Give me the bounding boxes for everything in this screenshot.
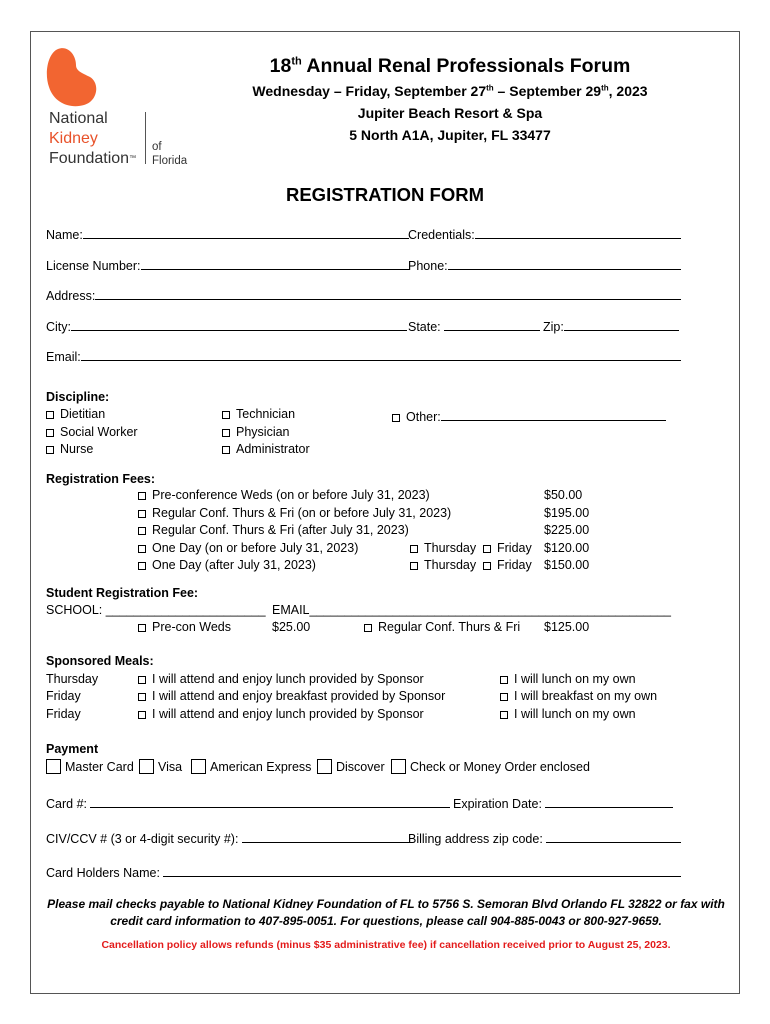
- checkbox[interactable]: [138, 510, 146, 518]
- checkbox[interactable]: [46, 411, 54, 419]
- one-day-late-friday[interactable]: Friday: [483, 558, 532, 572]
- fee-option-preconference[interactable]: Pre-conference Weds (on or before July 31, 2023): [138, 488, 430, 502]
- event-dates: Wednesday – Friday, September 27th – September 29th, 2023: [252, 83, 648, 99]
- city-field[interactable]: City:: [46, 317, 407, 334]
- fee-option-one-day-early[interactable]: One Day (on or before July 31, 2023): [138, 541, 358, 555]
- nkf-logo-wordmark: [49, 109, 136, 169]
- payment-discover[interactable]: Discover: [317, 759, 385, 774]
- cancellation-policy: Cancellation policy allows refunds (minus $35 administrative fee) if cancellation received prior to August 25, 2023.: [101, 939, 671, 951]
- logo-line-kidney: Kidney: [49, 130, 98, 147]
- name-field[interactable]: Name:: [46, 225, 409, 242]
- credentials-field[interactable]: Credentials:: [408, 225, 681, 242]
- meal-sponsor-option[interactable]: I will attend and enjoy lunch provided by Sponsor: [138, 672, 424, 686]
- phone-field[interactable]: Phone:: [408, 256, 681, 273]
- student-precon-option[interactable]: Pre-con Weds: [138, 620, 231, 634]
- checkbox[interactable]: [138, 492, 146, 500]
- logo-divider: [145, 112, 146, 164]
- event-venue: Jupiter Beach Resort & Spa: [357, 105, 543, 121]
- event-address: 5 North A1A, Jupiter, FL 33477: [349, 127, 551, 143]
- payment-heading: Payment: [46, 742, 99, 756]
- fee-price: $50.00: [544, 488, 583, 502]
- checkbox[interactable]: [222, 446, 230, 454]
- checkbox[interactable]: [139, 759, 154, 774]
- discipline-other[interactable]: Other:: [392, 407, 666, 424]
- fee-price: $225.00: [544, 523, 590, 537]
- discipline-heading: Discipline:: [46, 390, 110, 404]
- checkbox[interactable]: [138, 562, 146, 570]
- card-holder-name-field[interactable]: Card Holders Name:: [46, 863, 681, 880]
- checkbox[interactable]: [138, 527, 146, 535]
- checkbox[interactable]: [138, 711, 146, 719]
- checkbox[interactable]: [392, 414, 400, 422]
- address-field[interactable]: Address:: [46, 286, 681, 303]
- checkbox[interactable]: [138, 676, 146, 684]
- checkbox[interactable]: [222, 411, 230, 419]
- one-day-late-thursday[interactable]: Thursday: [410, 558, 476, 572]
- payment-mastercard[interactable]: Master Card: [46, 759, 134, 774]
- student-regular-option[interactable]: Regular Conf. Thurs & Fri: [364, 620, 520, 634]
- discipline-nurse[interactable]: Nurse: [46, 442, 93, 456]
- billing-zip-field[interactable]: Billing address zip code:: [408, 829, 681, 846]
- fee-price: $195.00: [544, 506, 590, 520]
- student-fee-heading: Student Registration Fee:: [46, 586, 199, 600]
- meal-day-label: Friday: [46, 707, 81, 721]
- meal-sponsor-option[interactable]: I will attend and enjoy breakfast provided by Sponsor: [138, 689, 445, 703]
- logo-florida: Florida: [152, 155, 188, 167]
- fee-option-one-day-late[interactable]: One Day (after July 31, 2023): [138, 558, 316, 572]
- payment-visa[interactable]: Visa: [139, 759, 182, 774]
- checkbox[interactable]: [500, 693, 508, 701]
- sponsored-meals-heading: Sponsored Meals:: [46, 654, 154, 668]
- meal-sponsor-option[interactable]: I will attend and enjoy lunch provided by Sponsor: [138, 707, 424, 721]
- logo-of-florida: [152, 140, 187, 168]
- fee-price: $150.00: [544, 558, 590, 572]
- form-title: REGISTRATION FORM: [285, 184, 484, 205]
- checkbox[interactable]: [364, 624, 372, 632]
- checkbox[interactable]: [410, 562, 418, 570]
- checkbox[interactable]: [138, 693, 146, 701]
- checkbox[interactable]: [138, 545, 146, 553]
- logo-of: of: [152, 141, 162, 153]
- checkbox[interactable]: [46, 429, 54, 437]
- discipline-technician[interactable]: Technician: [222, 407, 295, 421]
- meal-day-label: Thursday: [46, 672, 99, 686]
- discipline-physician[interactable]: Physician: [222, 425, 290, 439]
- checkbox[interactable]: [483, 562, 491, 570]
- state-field[interactable]: State:: [408, 317, 540, 334]
- student-precon-price: $25.00: [272, 620, 311, 634]
- meal-own-option[interactable]: I will lunch on my own: [500, 672, 636, 686]
- student-regular-price: $125.00: [544, 620, 590, 634]
- discipline-social-worker[interactable]: Social Worker: [46, 425, 138, 439]
- logo-tm: ™: [129, 155, 137, 162]
- checkbox[interactable]: [410, 545, 418, 553]
- fee-price: $120.00: [544, 541, 590, 555]
- checkbox[interactable]: [46, 446, 54, 454]
- checkbox[interactable]: [500, 711, 508, 719]
- one-day-early-friday[interactable]: Friday: [483, 541, 532, 555]
- checkbox[interactable]: [46, 759, 61, 774]
- meal-day-label: Friday: [46, 689, 81, 703]
- card-number-field[interactable]: Card #:: [46, 794, 450, 811]
- checkbox[interactable]: [391, 759, 406, 774]
- mail-instructions: Please mail checks payable to National Kidney Foundation of FL to 5756 S. Semoran Blvd Orlando FL 32822 or fax with credit card information to 407-895-0051. For questions, please call 904-885-0043 or 800-927-9659.: [47, 897, 725, 928]
- checkbox[interactable]: [222, 429, 230, 437]
- registration-fees-heading: Registration Fees:: [46, 472, 156, 486]
- meal-own-option[interactable]: I will breakfast on my own: [500, 689, 657, 703]
- fee-option-regular-early[interactable]: Regular Conf. Thurs & Fri (on or before July 31, 2023): [138, 506, 451, 520]
- checkbox[interactable]: [191, 759, 206, 774]
- zip-field[interactable]: Zip:: [543, 317, 679, 334]
- payment-american-express[interactable]: American Express: [191, 759, 311, 774]
- checkbox[interactable]: [317, 759, 332, 774]
- fee-option-regular-late[interactable]: Regular Conf. Thurs & Fri (after July 31, 2023): [138, 523, 409, 537]
- email-field[interactable]: Email:: [46, 347, 681, 364]
- logo-line-national: National: [49, 110, 108, 127]
- one-day-early-thursday[interactable]: Thursday: [410, 541, 476, 555]
- checkbox[interactable]: [500, 676, 508, 684]
- checkbox[interactable]: [483, 545, 491, 553]
- event-title: 18th Annual Renal Professionals Forum: [269, 55, 631, 77]
- student-email-field[interactable]: EMAIL____________________________________________________: [272, 603, 672, 617]
- nkf-logo-drop-icon: [46, 47, 98, 107]
- discipline-administrator[interactable]: Administrator: [222, 442, 310, 456]
- school-field[interactable]: SCHOOL: _______________________: [46, 603, 266, 617]
- license-number-field[interactable]: License Number:: [46, 256, 409, 273]
- meal-own-option[interactable]: I will lunch on my own: [500, 707, 636, 721]
- cvv-field[interactable]: CIV/CCV # (3 or 4-digit security #):: [46, 829, 410, 846]
- checkbox[interactable]: [138, 624, 146, 632]
- discipline-dietitian[interactable]: Dietitian: [46, 407, 105, 421]
- logo-line-foundation: Foundation: [49, 150, 130, 167]
- expiration-date-field[interactable]: Expiration Date:: [453, 794, 673, 811]
- payment-check[interactable]: Check or Money Order enclosed: [391, 759, 590, 774]
